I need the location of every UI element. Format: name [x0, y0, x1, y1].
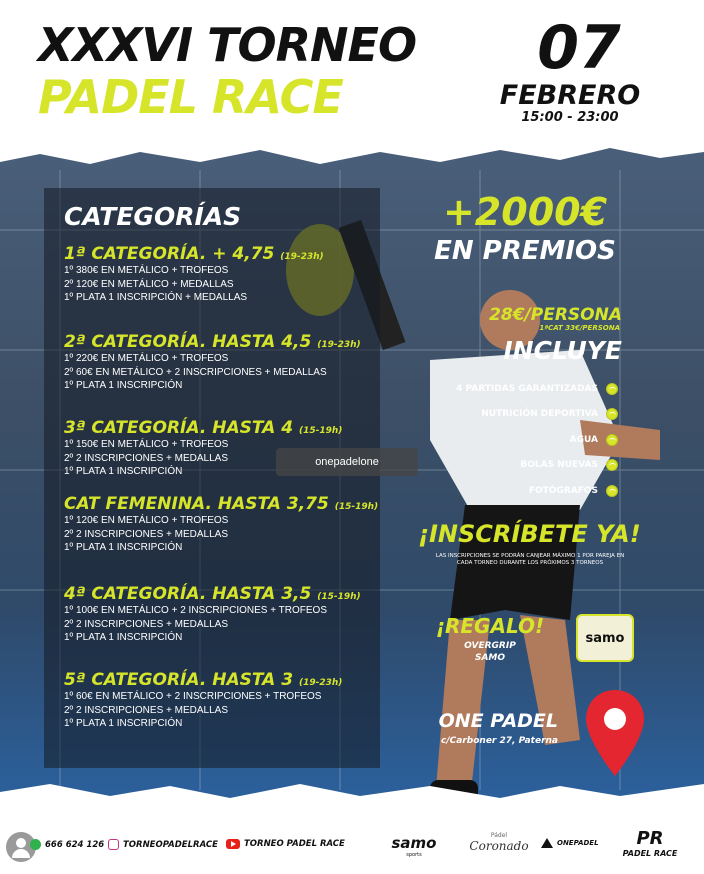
prize-line: 1º PLATA 1 INSCRIPCIÓN — [64, 542, 183, 553]
title-line-2: PADEL RACE — [38, 70, 343, 124]
date-time: 15:00 - 23:00 — [521, 110, 619, 125]
torn-paper-top — [0, 140, 704, 180]
prize-line: 1º PLATA 1 INSCRIPCIÓN — [64, 632, 183, 643]
includes-list — [420, 376, 618, 504]
category-title — [64, 494, 394, 514]
category-name: 5ª CATEGORÍA. HASTA 3 — [64, 670, 294, 690]
category-title — [64, 244, 394, 264]
instagram-handle: TORNEOPADELRACE — [123, 839, 218, 850]
samo-logo — [388, 834, 440, 858]
category-block — [64, 332, 394, 393]
prize-line: 1º 380€ EN METÁLICO + TROFEOS — [64, 265, 229, 276]
onepadel-logo-text: ONEPADEL — [557, 839, 599, 847]
samo-logo-sub: sports — [406, 852, 422, 858]
prize-line: 1º 100€ EN METÁLICO + 2 INSCRIPCIONES + TROFEOS — [64, 605, 327, 616]
contact-phone — [30, 839, 104, 850]
prize-line: 1º 220€ EN METÁLICO + TROFEOS — [64, 353, 229, 364]
category-title — [64, 670, 394, 690]
padel-ball-icon — [606, 485, 618, 497]
contact-youtube — [226, 839, 345, 849]
padel-ball-icon — [606, 434, 618, 446]
youtube-channel: TORNEO PADEL RACE — [244, 839, 345, 849]
category-block — [64, 494, 394, 555]
location-pin-icon — [584, 688, 646, 778]
coronado-logo-sub: Pádel — [490, 832, 508, 839]
pr-logo-text: PADEL RACE — [622, 849, 678, 858]
padel-ball-icon — [606, 459, 618, 471]
padel-race-logo — [620, 828, 680, 858]
category-block — [64, 584, 394, 645]
category-hours: (19-23h) — [280, 252, 324, 262]
prize-line: 1º 60€ EN METÁLICO + 2 INSCRIPCIONES + TROFEOS — [64, 691, 322, 702]
category-hours: (19-23h) — [298, 678, 343, 688]
title-line-1: XXXVI TORNEO — [38, 18, 417, 72]
category-name: 4ª CATEGORÍA. HASTA 3,5 — [64, 584, 312, 604]
torn-paper-bottom — [0, 772, 704, 812]
watermark-overlay — [276, 448, 418, 476]
prize-line: 1º 120€ EN METÁLICO + TROFEOS — [64, 515, 229, 526]
gift-title: ¡REGALO! — [435, 614, 545, 638]
category-block — [64, 244, 394, 305]
contact-instagram — [108, 839, 218, 850]
padel-ball-icon — [606, 383, 618, 395]
prize-label: EN PREMIOS — [434, 236, 616, 266]
category-hours: (15-19h) — [334, 502, 379, 512]
phone-number: 666 624 126 — [45, 839, 105, 850]
prize-line: 1º 150€ EN METÁLICO + TROFEOS — [64, 439, 229, 450]
gift-line-2: SAMO — [474, 653, 506, 663]
padel-ball-icon — [606, 408, 618, 420]
include-label: BOLAS NUEVAS — [520, 460, 598, 471]
date-day: 07 — [537, 13, 621, 83]
category-name: 3ª CATEGORÍA. HASTA 4 — [64, 418, 294, 438]
category-title — [64, 332, 394, 352]
category-hours: (15-19h) — [298, 426, 343, 436]
list-item — [420, 427, 618, 453]
category-hours: (15-19h) — [317, 592, 361, 602]
signup-note: LAS INSCRIPCIONES SE PODRÁN CANJEAR MÁXIMO 1 POR PAREJA EN CADA TORNEO DURANTE LOS PRÓXIMOS 3 TORNEOS — [435, 553, 625, 566]
categories-heading: CATEGORÍAS — [64, 202, 242, 231]
category-title — [64, 584, 394, 604]
entry-price-note: 1ªCAT 33€/PERSONA — [539, 324, 620, 332]
prize-line: 2º 120€ EN METÁLICO + MEDALLAS — [64, 278, 234, 290]
category-title — [64, 418, 394, 438]
date-month: FEBRERO — [499, 80, 641, 111]
prize-line: 1º PLATA 1 INSCRIPCIÓN — [64, 380, 183, 391]
category-name: 2ª CATEGORÍA. HASTA 4,5 — [64, 332, 312, 352]
coronado-logo-text: Coronado — [469, 839, 529, 853]
samo-overgrip-badge — [576, 614, 634, 662]
includes-heading: INCLUYE — [503, 336, 622, 365]
prize-line: 2º 60€ EN METÁLICO + 2 INSCRIPCIONES + MEDALLAS — [64, 366, 327, 378]
youtube-icon — [226, 839, 240, 849]
gift-details — [430, 640, 550, 664]
onepadel-logo — [540, 836, 608, 850]
category-name: CAT FEMENINA. HASTA 3,75 — [64, 494, 329, 514]
whatsapp-icon — [30, 839, 41, 850]
include-label: 4 PARTIDAS GARANTIZADAS — [456, 383, 598, 394]
prize-line: 1º PLATA 1 INSCRIPCIÓN — [64, 466, 183, 477]
entry-price: 28€/PERSONA — [489, 305, 622, 325]
include-label: FOTÓGRAFOS — [528, 485, 598, 496]
prize-line: 1º PLATA 1 INSCRIPCIÓN + MEDALLAS — [64, 292, 248, 303]
list-item — [420, 478, 618, 504]
onepadel-mark-icon — [540, 836, 554, 850]
samo-logo-text: samo — [391, 834, 437, 852]
venue-address: c/Carboner 27, Paterna — [441, 736, 558, 746]
prize-line: 2º 2 INSCRIPCIONES + MEDALLAS — [64, 528, 228, 540]
prize-total: +2000€ — [442, 190, 608, 234]
signup-title: ¡INSCRÍBETE YA! — [418, 520, 641, 548]
prize-line: 2º 2 INSCRIPCIONES + MEDALLAS — [64, 704, 228, 716]
list-item — [420, 453, 618, 479]
venue-name: ONE PADEL — [438, 710, 558, 732]
samo-badge-label: samo — [585, 630, 625, 646]
prize-line: 2º 2 INSCRIPCIONES + MEDALLAS — [64, 618, 228, 630]
pr-logo-mark: PR — [636, 828, 664, 849]
prize-line: 2º 2 INSCRIPCIONES + MEDALLAS — [64, 452, 228, 464]
include-label: AGUA — [569, 434, 598, 445]
include-label: NUTRICIÓN DEPORTIVA — [481, 409, 598, 420]
instagram-icon — [108, 839, 119, 850]
padel-coronado-logo — [464, 832, 534, 853]
poster-header — [0, 0, 704, 150]
prize-line: 1º PLATA 1 INSCRIPCIÓN — [64, 718, 183, 729]
gift-line-1: OVERGRIP — [464, 641, 516, 651]
category-block — [64, 670, 394, 731]
list-item — [420, 376, 618, 402]
watermark-text: onepadelone — [315, 456, 379, 468]
category-name: 1ª CATEGORÍA. + 4,75 — [64, 244, 275, 264]
list-item — [420, 402, 618, 428]
category-hours: (19-23h) — [317, 340, 361, 350]
